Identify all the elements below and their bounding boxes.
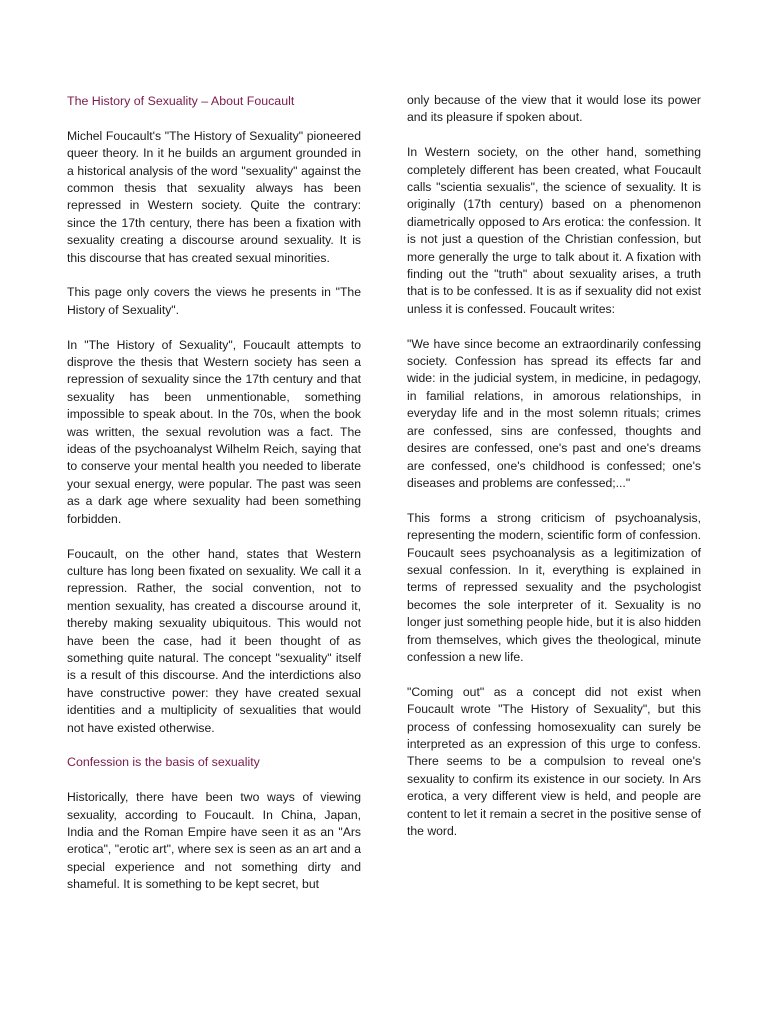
page-title: The History of Sexuality – About Foucault <box>67 94 295 108</box>
right-column <box>407 92 701 858</box>
paragraph-psychoanalysis: This forms a strong criticism of psychoanalysis, representing the modern, scientific form of confession. Foucault sees psychoanalysis as a legitimization of sexual confession. In it, everything is explained in terms of repressed sexuality and the psychologist becomes the sole interpreter of it. Sexuality is no longer just something people hide, but it is also hidden from themselves, which gives the theological, minute confession a new life. <box>407 510 701 664</box>
paragraph-continued: only because of the view that it would lose its power and its pleasure if spoken about. <box>407 93 701 125</box>
paragraph-scope: This page only covers the views he presents in "The History of Sexuality". <box>67 285 361 317</box>
paragraph-intro: Michel Foucault's "The History of Sexuality" pioneered queer theory. In it he builds an argument grounded in a historical analysis of the word "sexuality" against the common thesis that sexuality always has been repressed in Western society. Quite the contrary: since the 17th century, there has been a fixation with sexuality creating a discourse around sexuality. It is this discourse that has created sexual minorities. <box>67 128 361 265</box>
left-column <box>67 92 361 911</box>
paragraph-coming-out: "Coming out" as a concept did not exist when Foucault wrote "The History of Sexuality", but this process of confessing homosexuality can surely be interpreted as an expression of this urge to confess. There seems to be a compulsion to reveal one's sexuality to confirm its existence in our society. In Ars erotica, a very different view is held, and people are content to let it remain a secret in the positive sense of the word. <box>407 684 702 838</box>
paragraph-ars-erotica: Historically, there have been two ways of viewing sexuality, according to Foucault. In China, Japan, India and the Roman Empire have seen it as an "Ars erotica", "erotic art", where sex is seen as an art and a special experience and not something dirty and shameful. It is something to be kept secret, but <box>67 790 361 892</box>
paragraph-foucault-view: Foucault, on the other hand, states that Western culture has long been fixated on sexuality. We call it a repression. Rather, the social convention, not to mention sexuality, has created a discourse around it, thereby making sexuality ubiquitous. This would not have been the case, had it been thought of as something quite natural. The concept "sexuality" itself is a result of this discourse. And the interdictions also have constructive power: they have created sexual identities and a multiplicity of sexualities that would not have existed otherwise. <box>67 546 361 735</box>
section-heading-confession: Confession is the basis of sexuality <box>67 755 260 770</box>
paragraph-thesis: In "The History of Sexuality", Foucault attempts to disprove the thesis that Western society has seen a repression of sexuality since the 17th century and that sexuality has been unmentionable, something impossible to speak about. In the 70s, when the book was written, the sexual revolution was a fact. The ideas of the psychoanalyst Wilhelm Reich, saying that to conserve your mental health you needed to liberate your sexual energy, were popular. The past was seen as a dark age where sexuality had been something forbidden. <box>67 337 361 526</box>
paragraph-scientia-sexualis: In Western society, on the other hand, something completely different has been created, what Foucault calls "scientia sexualis", the science of sexuality. It is originally (17th century) based on a phenomenon diametrically opposed to Ars erotica: the confession. It is not just a question of the Christian confession, but more generally the urge to talk about it. A fixation with finding out the "truth" about sexuality arises, a truth that is to be confessed. It is as if sexuality did not exist unless it is confessed. Foucault writes: <box>407 145 701 316</box>
block-quote: "We have since become an extraordinarily confessing society. Confession has spread its effects far and wide: in the judicial system, in medicine, in pedagogy, in familial relations, in amorous relationships, in everyday life and in the most solemn rituals; crimes are confessed, sins are confessed, thoughts and desires are confessed, one's past and one's dreams are confessed, one's childhood is confessed; one's diseases and problems are confessed;..." <box>407 336 701 490</box>
